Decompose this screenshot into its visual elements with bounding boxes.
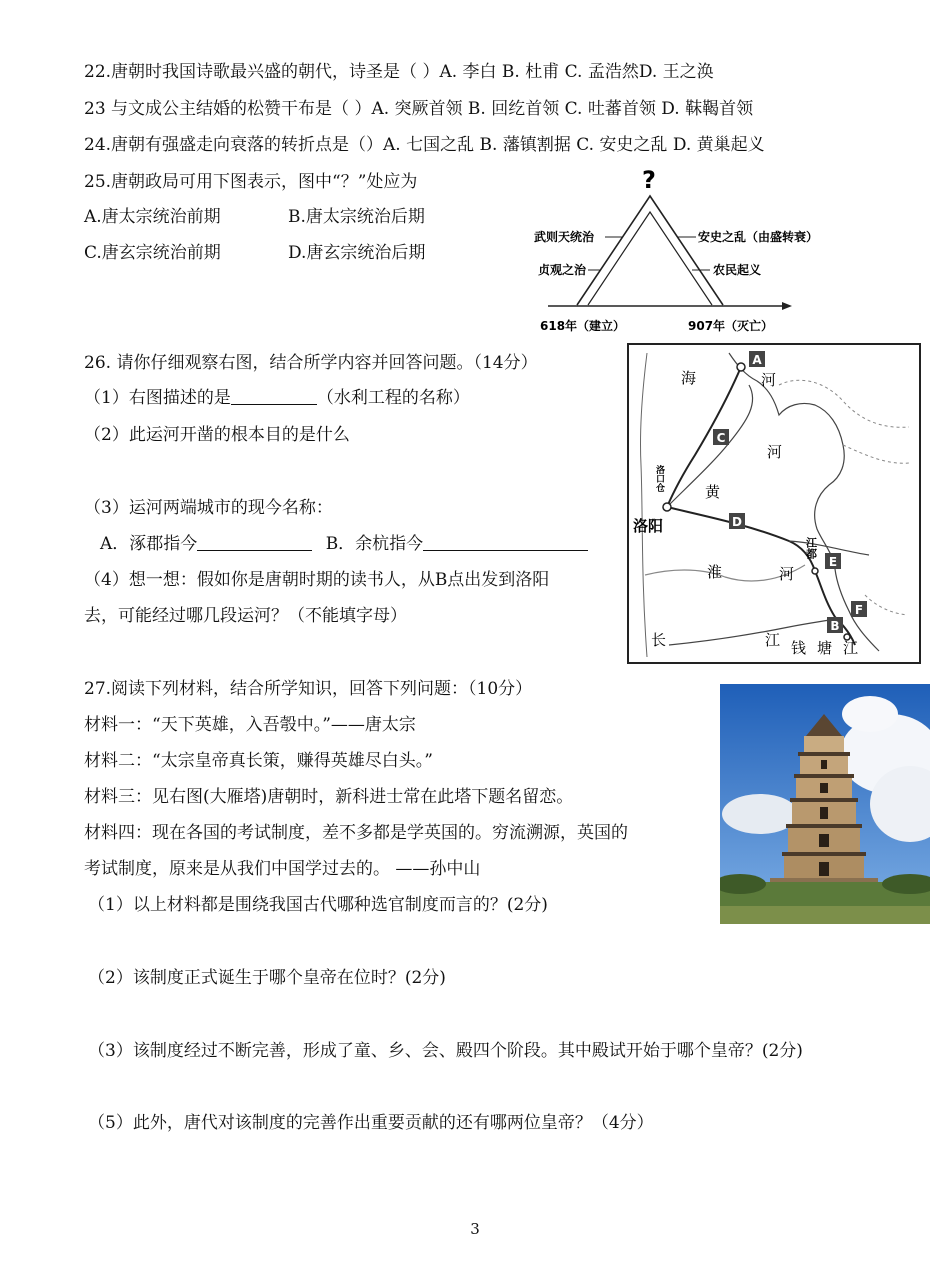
big-wild-goose-pagoda-photo — [720, 684, 930, 924]
q27-material-2: 材料二：“太宗皇帝真长策，赚得英雄尽白头。” — [84, 751, 433, 771]
q26-part3-b-label: B．余杭指今 — [325, 534, 424, 554]
q25-option-c: C.唐玄宗统治前期 — [84, 243, 221, 263]
q27-sub-2: （2）该制度正式诞生于哪个皇帝在位时？(2分) — [88, 968, 446, 988]
timeline-end: 907年（灭亡） — [688, 319, 774, 333]
map-label-hai: 海 — [681, 369, 697, 387]
q26-title: 26. 请你仔细观察右图，结合所学内容并回答问题。（14分） — [84, 353, 538, 373]
svg-text:D: D — [732, 515, 742, 529]
q27-material-4-line1: 材料四：现在各国的考试制度，差不多都是学英国的。穷流溯源，英国的 — [84, 823, 628, 843]
map-label-he3: 河 — [779, 565, 795, 583]
q26-part4-line1: （4）想一想：假如你是唐朝时期的读书人，从B点出发到洛阳 — [84, 570, 550, 590]
q26-part1-suffix: （水利工程的名称） — [316, 388, 470, 408]
pagoda-illustration — [720, 684, 930, 924]
map-label-jiang2: 江 — [843, 639, 859, 657]
map-label-he1: 河 — [761, 371, 777, 389]
q27-material-4-line2: 考试制度，原来是从我们中国学过去的。 ——孙中山 — [84, 859, 481, 879]
timeline-peasant-uprising: 农民起义 — [713, 263, 762, 277]
q27-sub-5: （5）此外，唐代对该制度的完善作出重要贡献的还有哪两位皇帝？（4分） — [88, 1113, 654, 1133]
marker-b — [827, 617, 843, 633]
q26-part3-a-label: A．涿郡指今 — [100, 534, 198, 554]
timeline-zhenguan: 贞观之治 — [538, 263, 587, 277]
timeline-question-mark: ? — [642, 166, 656, 194]
map-label-luokoucang: 洛口仓 — [654, 465, 664, 492]
question-22: 22.唐朝时我国诗歌最兴盛的朝代，诗圣是（ ）A. 李白 B. 杜甫 C. 孟浩然D. 王之涣 — [84, 62, 714, 82]
q26-part1 — [84, 386, 470, 410]
map-label-tang: 塘 — [817, 639, 833, 657]
q27-material-3: 材料三：见右图(大雁塔)唐朝时，新科进士常在此塔下题名留恋。 — [84, 787, 574, 807]
map-label-he2: 河 — [767, 443, 783, 461]
marker-a — [749, 351, 765, 367]
q26-part1-prefix: （1）右图描述的是 — [84, 388, 231, 408]
q26-part3-b-blank[interactable] — [423, 532, 588, 551]
q25-option-b: B.唐太宗统治后期 — [288, 207, 425, 227]
svg-text:A: A — [752, 353, 762, 367]
svg-text:E: E — [828, 555, 838, 569]
tang-timeline-diagram — [530, 160, 830, 340]
q26-part3-answers — [100, 532, 588, 556]
q27-material-1: 材料一：“天下英雄，入吾彀中。”——唐太宗 — [84, 715, 416, 735]
question-23: 23 与文成公主结婚的松赞干布是（ ）A. 突厥首领 B. 回纥首领 C. 吐蕃首领 D. 靺鞨首领 — [84, 99, 754, 119]
q26-part4-line2: 去，可能经过哪几段运河？（不能填字母） — [84, 606, 407, 626]
map-label-chang: 长 — [651, 631, 667, 649]
map-label-luoyang: 洛阳 — [633, 517, 664, 535]
q27-sub-3: （3）该制度经过不断完善，形成了童、乡、会、殿四个阶段。其中殿试开始于哪个皇帝？(2分) — [88, 1041, 803, 1061]
q26-part1-blank[interactable] — [231, 386, 317, 405]
canal-map-drawing — [629, 345, 919, 662]
q27-title: 27.阅读下列材料，结合所学知识，回答下列问题：（10分） — [84, 679, 533, 699]
marker-d — [729, 513, 745, 529]
q27-sub-1: （1）以上材料都是围绕我国古代哪种选官制度而言的？(2分) — [88, 895, 548, 915]
marker-c — [713, 429, 729, 445]
svg-text:B: B — [830, 619, 840, 633]
page-number: 3 — [470, 1220, 480, 1238]
q26-part3-a-blank[interactable] — [197, 532, 312, 551]
map-label-huang: 黄 — [705, 483, 721, 501]
q26-part3: （3）运河两端城市的现今名称： — [84, 498, 333, 518]
timeline-start: 618年（建立） — [540, 319, 626, 333]
q26-part2: （2）此运河开凿的根本目的是什么 — [84, 425, 350, 445]
map-label-huai: 淮 — [707, 563, 723, 581]
marker-e — [825, 553, 841, 569]
question-25: 25.唐朝政局可用下图表示，图中“？”处应为 — [84, 172, 418, 192]
q25-option-a: A.唐太宗统治前期 — [84, 207, 221, 227]
grand-canal-map — [627, 343, 921, 664]
map-label-qian: 钱 — [791, 639, 807, 657]
q25-option-d: D.唐玄宗统治后期 — [288, 243, 426, 263]
svg-text:C: C — [716, 431, 726, 445]
map-label-jiang: 江 — [765, 631, 781, 649]
timeline-wu-zetian: 武则天统治 — [534, 230, 595, 244]
question-24: 24.唐朝有强盛走向衰落的转折点是（）A. 七国之乱 B. 藩镇割据 C. 安史之乱 D. 黄巢起义 — [84, 135, 765, 155]
map-label-jiangdu: 江都 — [804, 537, 818, 559]
marker-f — [851, 601, 867, 617]
timeline-anshi: 安史之乱（由盛转衰） — [698, 230, 819, 244]
svg-text:F: F — [854, 603, 864, 617]
